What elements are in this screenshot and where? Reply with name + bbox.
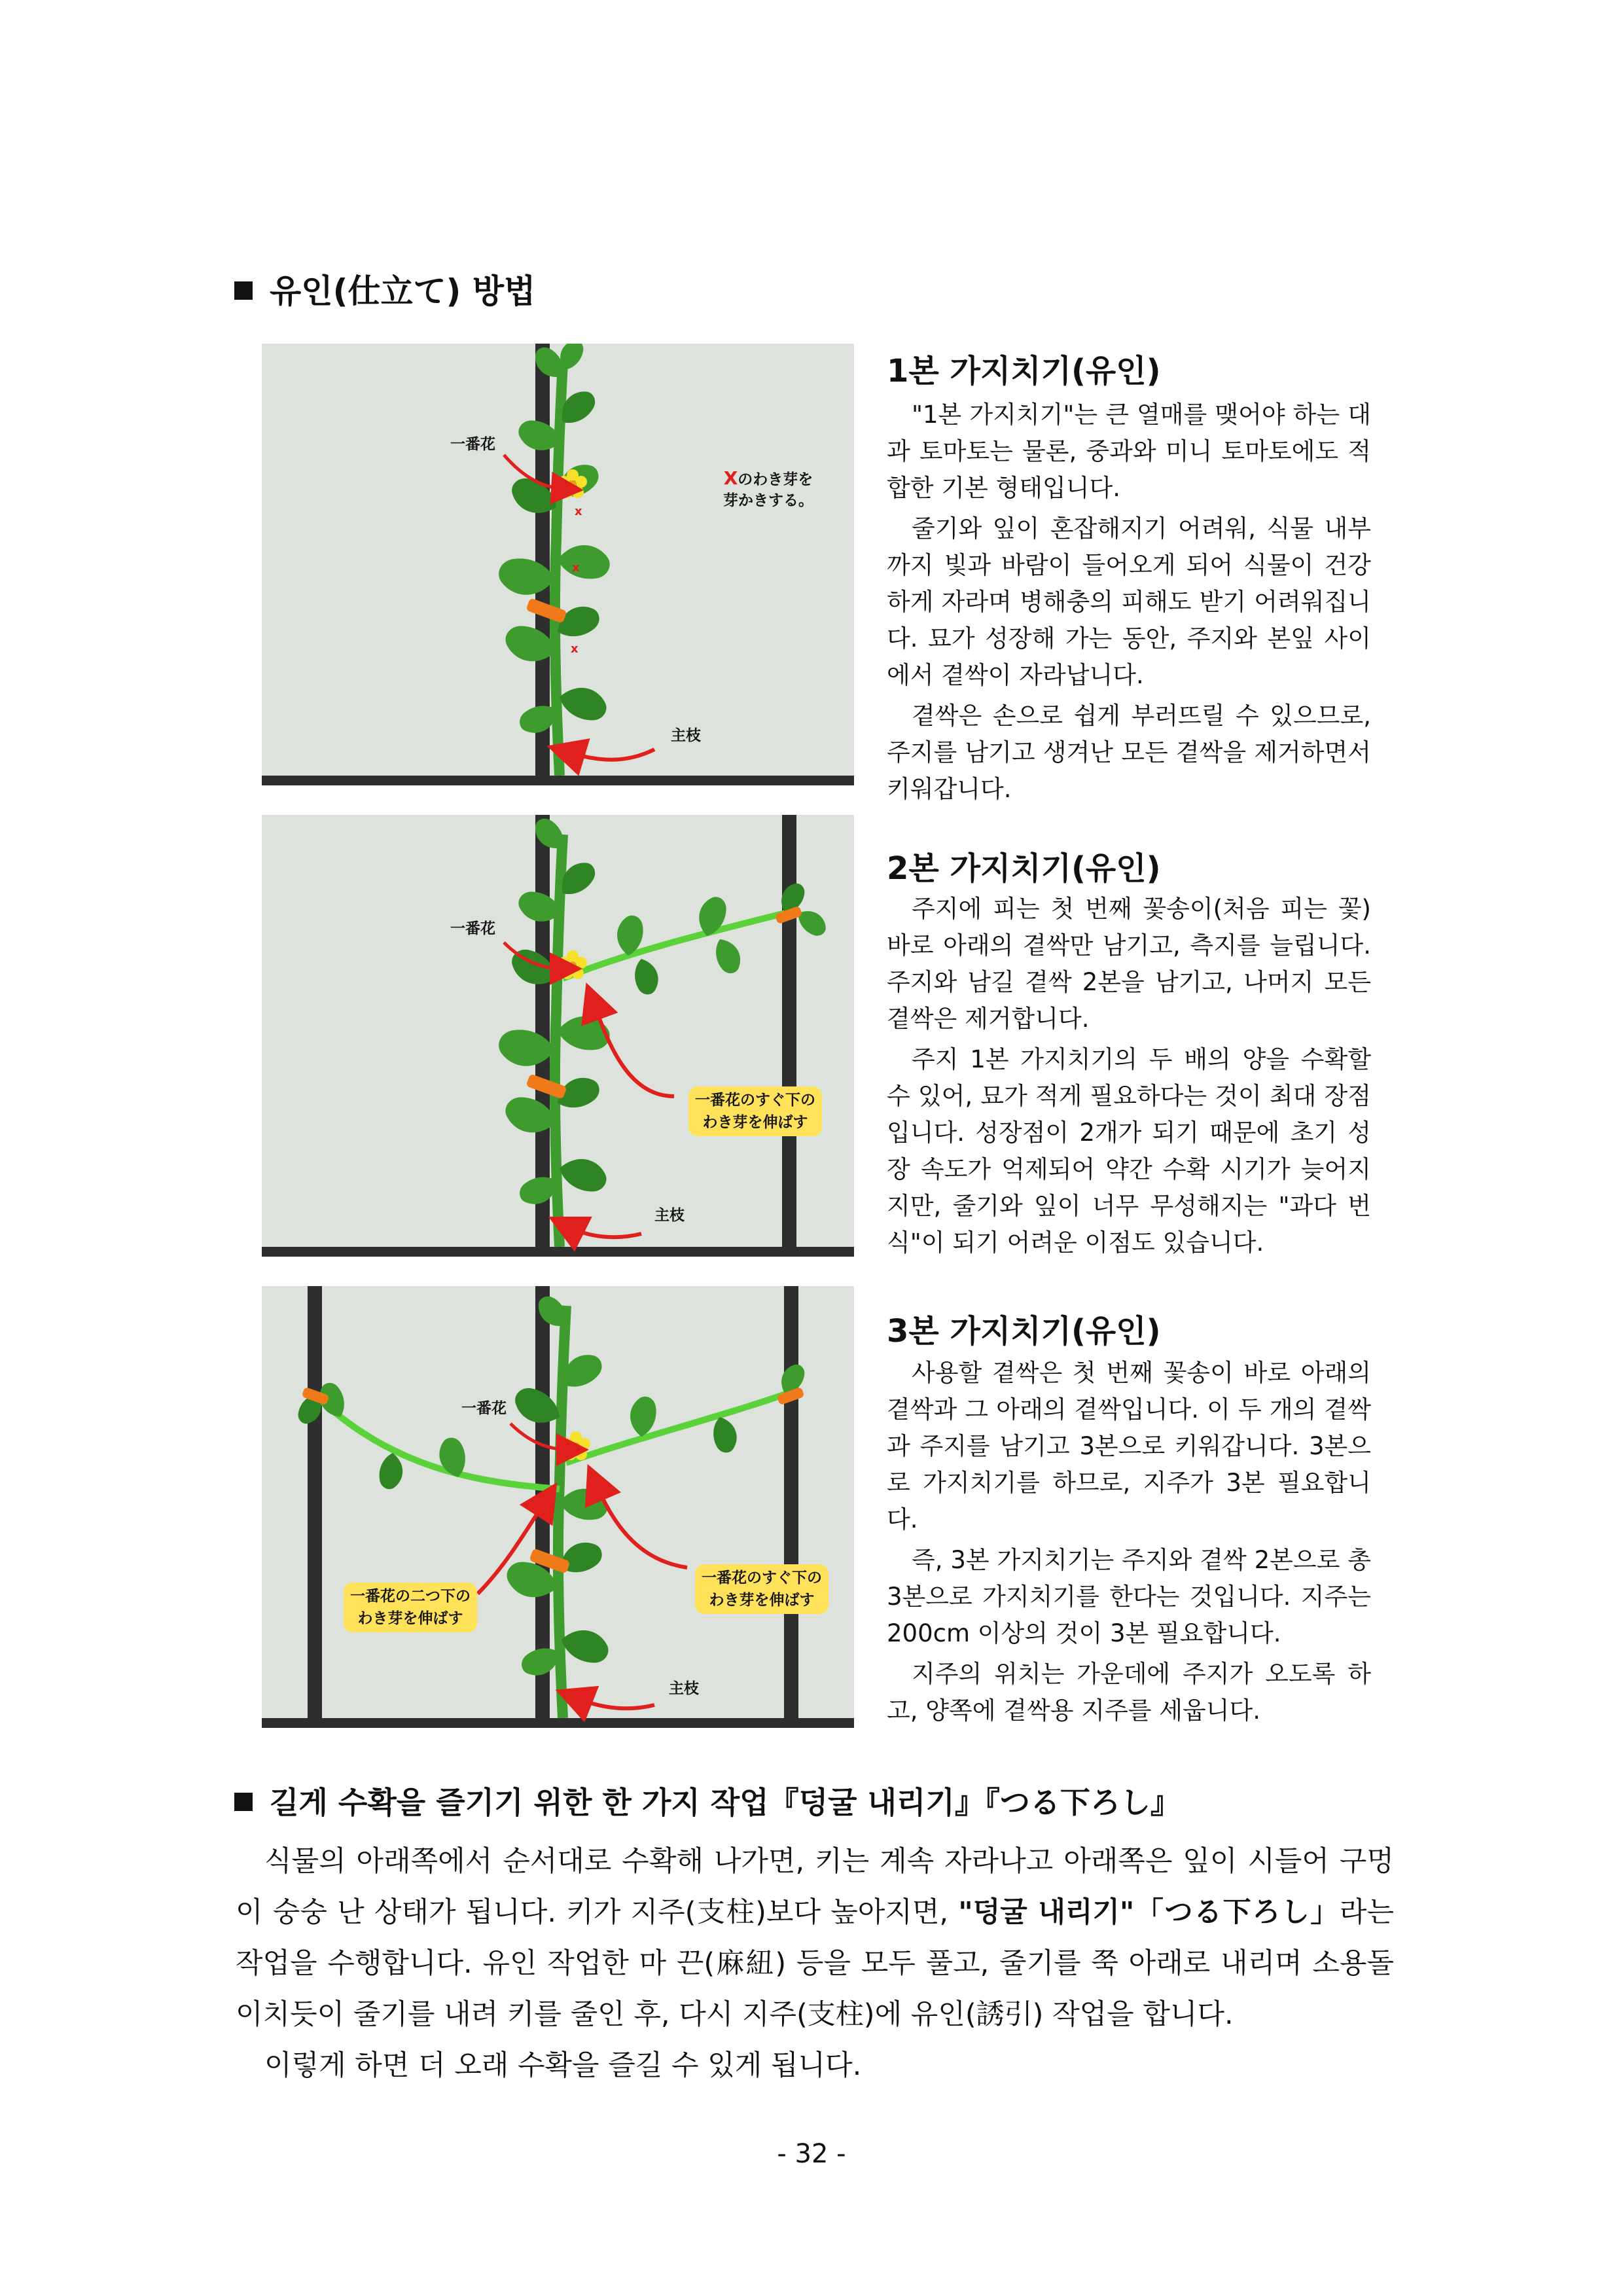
label-main-stem: 主枝 [654,1207,685,1224]
label-main-stem: 主枝 [669,1680,699,1697]
block1-paragraph: 곁싹은 손으로 쉽게 부러뜨릴 수 있으므로, 주지를 남기고 생겨난 모든 곁싹을 제거하면서 키워갑니다. [887,702,1371,803]
block1-title: 1본 가지치기(유인) [887,353,1161,389]
label-first-flower: 一番花 [450,920,495,937]
block2-text [887,891,1371,1265]
label-main-stem: 主枝 [671,727,701,744]
label-remove-suckers: Xのわき芽を 芽かきする。 [723,467,813,509]
section-title: 유인(仕立て) 방법 [234,265,535,312]
single-stem-illustration [262,344,854,785]
page-number: - 32 - [777,2139,846,2169]
section2-paragraph: 이렇게 하면 더 오래 수확을 즐길 수 있게 됩니다. [264,2049,862,2082]
svg-text:x: x [575,505,582,518]
section2-paragraph: 식물의 아래쪽에서 순서대로 수확해 나가면, 키는 계속 자라나고 아래쪽은 잎이 시들어 구멍이 숭숭 난 상태가 됩니다. 키가 지주(支柱)보다 높아지면, "덩굴 내리기"「つる下ろし」라는 작업을 수행합니다. 유인 작업한 마 끈(麻紐) 등을 모두 풀고, 줄기를 쭉 아래로 내리며 소용돌이치듯이 줄기를 내려 키를 줄인 후, 다시 지주(支柱)에 유인(誘引) 작업을 합니다. [236,1845,1394,2031]
label-keep-sucker: 一番花のすぐ下の わき芽を伸ばす [688,1086,822,1136]
label-first-flower: 一番花 [450,436,495,453]
bullet-square-icon [234,1793,253,1811]
block3-paragraph: 즉, 3본 가지치기는 주지와 곁싹 2본으로 총 3본으로 가지치기를 한다는 것입니다. 지주는 200cm 이상의 것이 3본 필요합니다. [887,1546,1371,1647]
bullet-square-icon [234,281,253,300]
block2-paragraph: 주지에 피는 첫 번째 꽃송이(처음 피는 꽃) 바로 아래의 곁싹만 남기고, 측지를 늘립니다. 주지와 남길 곁싹 2본을 남기고, 나머지 모든 곁싹은 제거합니다. [887,895,1371,1033]
block1-paragraph: 줄기와 잎이 혼잡해지기 어려워, 식물 내부까지 빛과 바람이 들어오게 되어 식물이 건강하게 자라며 병해충의 피해도 받기 어려워집니다. 묘가 성장해 가는 동안, 주지와 본잎 사이에서 곁싹이 자라납니다. [887,514,1371,689]
figure-triple-stem [262,1286,854,1728]
block3-paragraph: 지주의 위치는 가운데에 주지가 오도록 하고, 양쪽에 곁싹용 지주를 세웁니다. [887,1660,1371,1725]
svg-text:x: x [571,642,579,656]
block3-title: 3본 가지치기(유인) [887,1313,1161,1350]
label-keep-lower-sucker: 一番花の二つ下の わき芽を伸ばす [344,1583,477,1632]
label-keep-upper-sucker: 一番花のすぐ下の わき芽を伸ばす [695,1564,829,1614]
block3-paragraph: 사용할 곁싹은 첫 번째 꽃송이 바로 아래의 곁싹과 그 아래의 곁싹입니다. 이 두 개의 곁싹과 주지를 남기고 3본으로 키워갑니다. 3본으로 가지치기를 하므로, 지주가 3본 필요합니다. [887,1359,1371,1534]
block2-title: 2본 가지치기(유인) [887,850,1161,887]
section2-title: 길게 수확을 즐기기 위한 한 가지 작업『덩굴 내리기』『つる下ろし』 [234,1779,1181,1822]
double-stem-illustration [262,815,854,1257]
figure-double-stem [262,815,854,1257]
block1-paragraph: "1본 가지치기"는 큰 열매를 맺어야 하는 대과 토마토는 물론, 중과와 미니 토마토에도 적합한 기본 형태입니다. [887,401,1371,502]
triple-stem-illustration [262,1286,854,1728]
figure-single-stem [262,344,854,785]
svg-text:x: x [572,561,580,575]
block2-paragraph: 주지 1본 가지치기의 두 배의 양을 수확할 수 있어, 묘가 적게 필요하다는 것이 최대 장점입니다. 성장점이 2개가 되기 때문에 초기 성장 속도가 억제되어 약간 수확 시기가 늦어지지만, 줄기와 잎이 너무 무성해지는 "과다 번식"이 되기 어려운 이점도 있습니다. [887,1045,1371,1257]
block3-text [887,1355,1371,1733]
red-x-mark: X [723,467,738,489]
block1-text [887,397,1371,812]
section2-body [236,1836,1394,2091]
label-first-flower: 一番花 [461,1400,507,1417]
